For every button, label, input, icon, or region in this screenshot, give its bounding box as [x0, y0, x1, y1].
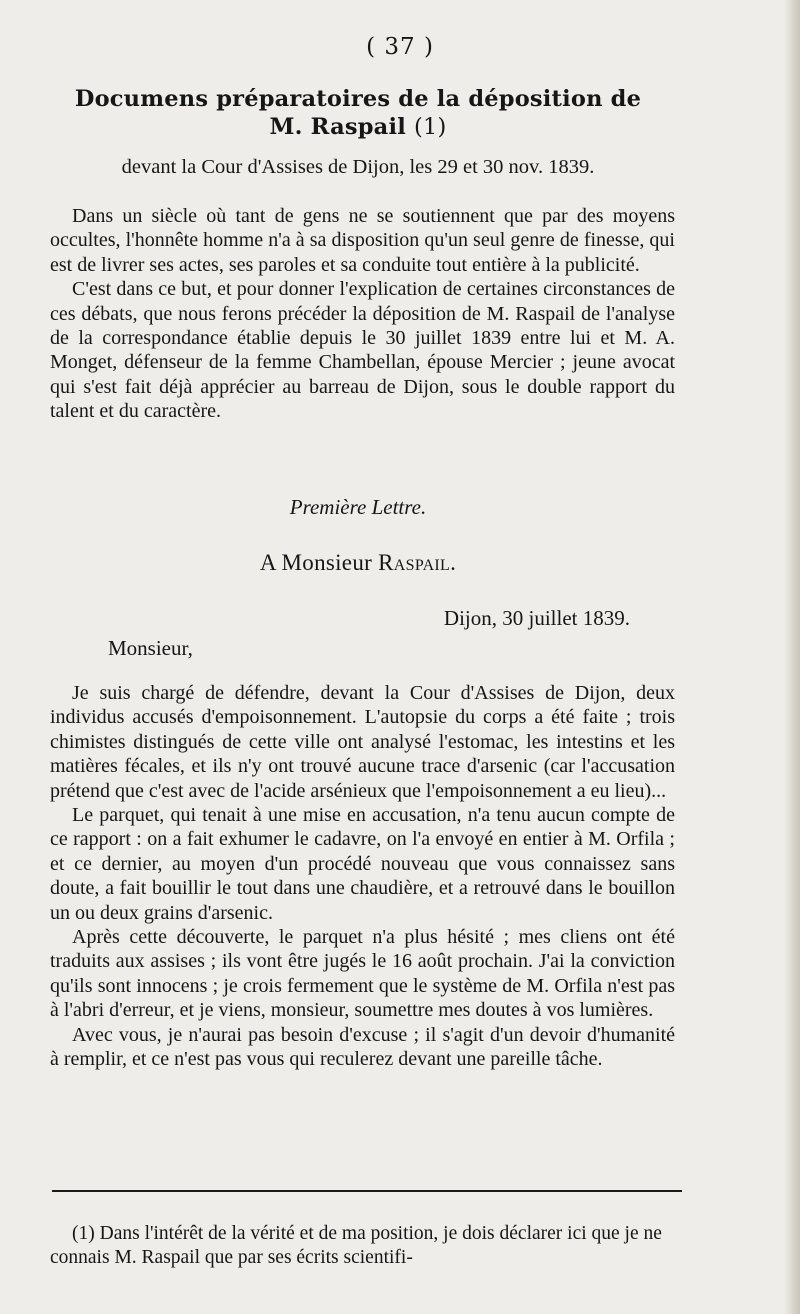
letter-title: Première Lettre.	[289, 495, 427, 519]
footnote-rule	[52, 1190, 682, 1192]
heading-line-2	[36, 113, 680, 141]
heading-line-1: Documens préparatoires de la déposition de	[74, 86, 642, 112]
footnote-reference: (1)	[414, 114, 447, 140]
letter-paragraph: Après cette découverte, le parquet n'a plus hésité ; mes cliens ont été traduits aux assises ; ils vont être jugés le 16 août prochain. J'ai la conviction qu'ils sont innocens ; je crois fermement que le système de M. Orfila n'est pas à l'abri d'erreur, et je viens, monsieur, soumettre mes doutes à vos lumières.	[50, 926, 675, 1022]
letter-paragraph: Avec vous, je n'aurai pas besoin d'excuse ; il s'agit d'un devoir d'humanité à remplir, et ce n'est pas vous qui reculerez devant une pareille tâche.	[50, 1023, 675, 1071]
intro-paragraph: C'est dans ce but, et pour donner l'explication de certaines circonstances de ces débats, que nous ferons précéder la déposition de M. Raspail de l'analyse de la correspondance établie depuis le 30 juillet 1839 entre lui et M. A. Monget, défenseur de la femme Chambellan, épouse Mercier ; jeune avocat qui s'est fait déjà apprécier au barreau de Dijon, sous le double rapport du talent et du caractère.	[50, 278, 675, 423]
letter-body	[50, 681, 675, 1072]
heading-name: M. Raspail	[269, 114, 406, 140]
intro-text	[50, 204, 675, 424]
page-heading	[36, 85, 680, 141]
letter-salutation: Monsieur,	[108, 636, 193, 660]
addressee-name: Raspail.	[378, 550, 457, 575]
letter-dateline: Dijon, 30 juillet 1839.	[443, 606, 630, 630]
letter-paragraph: Je suis chargé de défendre, devant la Cour d'Assises de Dijon, deux individus accusés d'empoisonnement. L'autopsie du corps a été faite ; trois chimistes distingués de cette ville ont analysé l'estomac, les intestins et les matières fécales, et ils n'y ont trouvé aucune trace d'arsenic (car l'accusation prétend que c'est avec de l'acide arsénieux que l'empoisonnement a eu lieu)...	[50, 682, 675, 802]
intro-paragraph: Dans un siècle où tant de gens ne se soutiennent que par des moyens occultes, l'honnête homme n'a à sa disposition qu'un seul genre de finesse, qui est de livrer ses actes, ses paroles et sa conduite tout entière à la publicité.	[50, 205, 675, 276]
letter-paragraph: Le parquet, qui tenait à une mise en accusation, n'a tenu aucun compte de ce rapport : on a fait exhumer le cadavre, on l'a envoyé en entier à M. Orfila ; et ce dernier, au moyen d'un procédé nouveau que vous connaissez sans doute, a fait bouillir le tout dans une chaudière, et a retrouvé dans le bouillon un ou deux grains d'arsenic.	[50, 804, 675, 924]
subheading: devant la Cour d'Assises de Dijon, les 29 et 30 nov. 1839.	[121, 156, 595, 178]
addressee-prefix: A Monsieur	[259, 550, 379, 575]
footnote-text: (1) Dans l'intérêt de la vérité et de ma position, je dois déclarer ici que je ne connais M. Raspail que par ses écrits scientifi-	[50, 1223, 662, 1268]
page-edge-shadow	[784, 0, 800, 1314]
page-number: ( 37 )	[366, 34, 434, 60]
letter-addressee	[36, 550, 680, 576]
footnote	[50, 1222, 686, 1270]
